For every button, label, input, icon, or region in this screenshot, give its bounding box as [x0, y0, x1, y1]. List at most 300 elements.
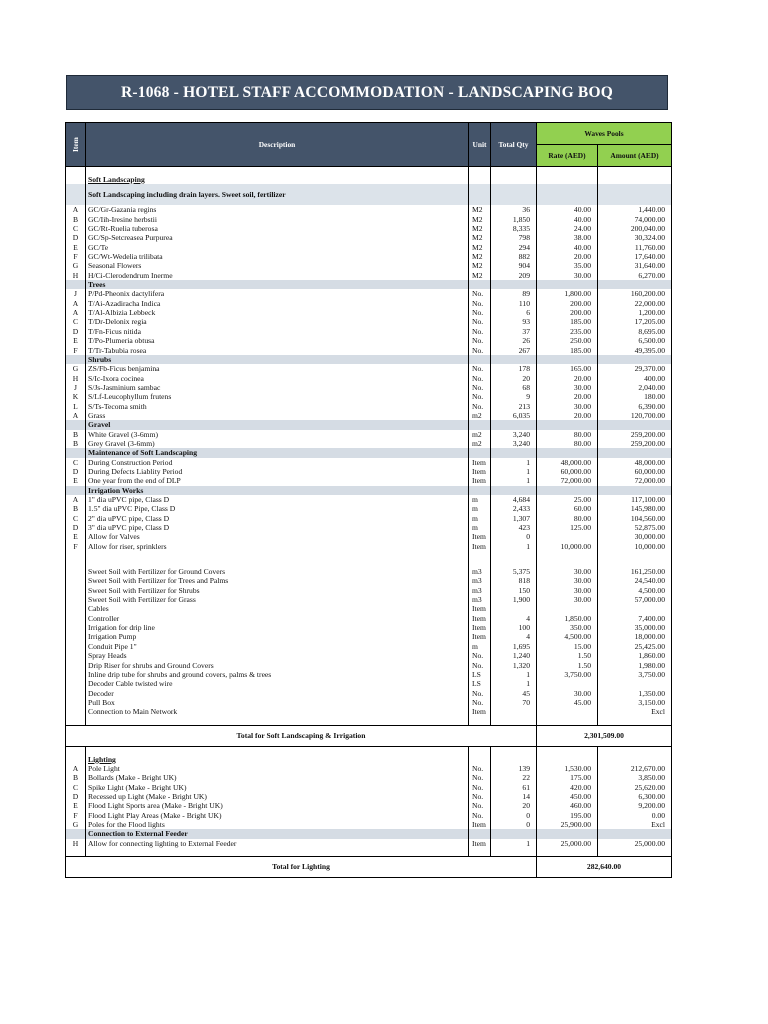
description-cell: Poles for the Flood lights: [86, 820, 469, 829]
rate-cell: [537, 679, 598, 688]
description-cell: 1" dia uPVC pipe, Class D: [86, 495, 469, 504]
rate-cell: [537, 829, 598, 838]
amount-cell: Excl: [598, 820, 672, 829]
total-row: [66, 857, 672, 878]
table-row: [66, 783, 672, 792]
qty-cell: 1,695: [491, 642, 537, 651]
amount-cell: [598, 746, 672, 755]
item-cell: [66, 486, 86, 495]
item-cell: C: [66, 458, 86, 467]
amount-cell: [598, 755, 672, 764]
unit-cell: No.: [469, 336, 491, 345]
header-total-qty: Total Qty: [491, 123, 537, 167]
table-row: [66, 392, 672, 401]
unit-cell: Item: [469, 458, 491, 467]
rate-cell: 125.00: [537, 523, 598, 532]
unit-cell: [469, 355, 491, 364]
amount-cell: [598, 486, 672, 495]
item-cell: D: [66, 327, 86, 336]
table-row: [66, 792, 672, 801]
item-cell: J: [66, 289, 86, 298]
table-row: [66, 271, 672, 280]
rate-cell: 250.00: [537, 336, 598, 345]
amount-cell: 160,200.00: [598, 289, 672, 298]
description-cell: Inline drip tube for shrubs and ground covers, palms & trees: [86, 670, 469, 679]
description-cell: Soft Landscaping including drain layers. Sweet soil, fertilizer: [86, 184, 469, 205]
qty-cell: [491, 175, 537, 184]
description-cell: T/Ai-Azadiracha Indica: [86, 299, 469, 308]
unit-cell: Item: [469, 542, 491, 551]
item-cell: [66, 717, 86, 726]
table-row: [66, 532, 672, 541]
total-label: Total for Lighting: [66, 857, 537, 878]
table-row: [66, 467, 672, 476]
qty-cell: [491, 355, 537, 364]
unit-cell: Item: [469, 604, 491, 613]
rate-cell: 420.00: [537, 783, 598, 792]
table-row: [66, 374, 672, 383]
table-row: [66, 661, 672, 670]
rate-cell: 1.50: [537, 661, 598, 670]
rate-cell: 200.00: [537, 299, 598, 308]
item-cell: E: [66, 801, 86, 810]
unit-cell: [469, 175, 491, 184]
item-cell: B: [66, 773, 86, 782]
rate-cell: 72,000.00: [537, 476, 598, 485]
unit-cell: m3: [469, 576, 491, 585]
qty-cell: 139: [491, 764, 537, 773]
description-cell: GC/Wt-Wedelia trilibata: [86, 252, 469, 261]
qty-cell: 818: [491, 576, 537, 585]
item-cell: [66, 746, 86, 755]
qty-cell: 3,240: [491, 439, 537, 448]
item-cell: [66, 623, 86, 632]
table-row: [66, 576, 672, 585]
unit-cell: No.: [469, 327, 491, 336]
rate-cell: 20.00: [537, 374, 598, 383]
unit-cell: m: [469, 504, 491, 513]
table-row: [66, 402, 672, 411]
unit-cell: M2: [469, 252, 491, 261]
item-cell: E: [66, 476, 86, 485]
qty-cell: [491, 448, 537, 457]
amount-cell: [598, 829, 672, 838]
unit-cell: Item: [469, 707, 491, 716]
amount-cell: [598, 175, 672, 184]
qty-cell: 1: [491, 542, 537, 551]
amount-cell: 3,850.00: [598, 773, 672, 782]
rate-cell: 20.00: [537, 411, 598, 420]
amount-cell: [598, 604, 672, 613]
unit-cell: [469, 746, 491, 755]
description-cell: Sweet Soil with Fertilizer for Grass: [86, 595, 469, 604]
description-cell: Irrigation Pump: [86, 632, 469, 641]
unit-cell: m2: [469, 439, 491, 448]
rate-cell: 30.00: [537, 383, 598, 392]
item-cell: C: [66, 224, 86, 233]
qty-cell: 178: [491, 364, 537, 373]
description-cell: Sweet Soil with Fertilizer for Ground Covers: [86, 567, 469, 576]
table-row: [66, 317, 672, 326]
unit-cell: M2: [469, 261, 491, 270]
amount-cell: 6,390.00: [598, 402, 672, 411]
description-cell: S/Lf-Leucophyllum frutens: [86, 392, 469, 401]
description-cell: Recessed up Light (Make - Bright UK): [86, 792, 469, 801]
rate-cell: [537, 604, 598, 613]
item-cell: [66, 614, 86, 623]
blank-row: [66, 551, 672, 559]
table-row: [66, 205, 672, 214]
unit-cell: No.: [469, 698, 491, 707]
description-cell: GC/Sp-Setcreasea Purpurea: [86, 233, 469, 242]
item-cell: H: [66, 271, 86, 280]
item-cell: [66, 755, 86, 764]
rate-cell: 200.00: [537, 308, 598, 317]
amount-cell: [598, 448, 672, 457]
table-row: [66, 811, 672, 820]
item-cell: F: [66, 346, 86, 355]
table-row: [66, 514, 672, 523]
table-body: [66, 167, 672, 878]
item-cell: A: [66, 308, 86, 317]
rate-cell: 185.00: [537, 346, 598, 355]
description-cell: T/Po-Plumeria obtusa: [86, 336, 469, 345]
rate-cell: [537, 355, 598, 364]
rate-cell: [537, 167, 598, 176]
description-cell: T/Al-Albizia Lebbeck: [86, 308, 469, 317]
amount-cell: [598, 717, 672, 726]
total-value: 2,301,509.00: [537, 725, 672, 746]
unit-cell: No.: [469, 773, 491, 782]
item-cell: [66, 642, 86, 651]
unit-cell: No.: [469, 392, 491, 401]
rate-cell: [537, 746, 598, 755]
blank-row: [66, 559, 672, 567]
qty-cell: 20: [491, 801, 537, 810]
blank-row: [66, 717, 672, 726]
amount-cell: 35,000.00: [598, 623, 672, 632]
amount-cell: [598, 184, 672, 205]
unit-cell: [469, 717, 491, 726]
rate-cell: [537, 717, 598, 726]
item-cell: [66, 175, 86, 184]
description-cell: Connection to External Feeder: [86, 829, 469, 838]
qty-cell: [491, 486, 537, 495]
item-cell: A: [66, 205, 86, 214]
item-cell: [66, 184, 86, 205]
unit-cell: No.: [469, 661, 491, 670]
unit-cell: No.: [469, 783, 491, 792]
amount-cell: 31,640.00: [598, 261, 672, 270]
description-cell: Drip Riser for shrubs and Ground Covers: [86, 661, 469, 670]
table-row: [66, 595, 672, 604]
qty-cell: 1,320: [491, 661, 537, 670]
total-label: Total for Soft Landscaping & Irrigation: [66, 725, 537, 746]
item-cell: [66, 551, 86, 559]
item-cell: H: [66, 374, 86, 383]
qty-cell: 20: [491, 374, 537, 383]
item-cell: G: [66, 364, 86, 373]
item-cell: [66, 651, 86, 660]
description-cell: [86, 717, 469, 726]
amount-cell: [598, 167, 672, 176]
qty-cell: 423: [491, 523, 537, 532]
rate-cell: [537, 448, 598, 457]
rate-cell: 48,000.00: [537, 458, 598, 467]
rate-cell: 80.00: [537, 439, 598, 448]
qty-cell: 1: [491, 670, 537, 679]
rate-cell: 450.00: [537, 792, 598, 801]
amount-cell: 6,500.00: [598, 336, 672, 345]
item-cell: D: [66, 523, 86, 532]
rate-cell: 80.00: [537, 430, 598, 439]
item-cell: [66, 420, 86, 429]
rate-cell: 60,000.00: [537, 467, 598, 476]
rate-cell: 1.50: [537, 651, 598, 660]
table-row: [66, 261, 672, 270]
item-cell: F: [66, 252, 86, 261]
item-cell: [66, 689, 86, 698]
rate-cell: [537, 848, 598, 857]
rate-cell: 30.00: [537, 689, 598, 698]
rate-cell: 30.00: [537, 271, 598, 280]
amount-cell: [598, 280, 672, 289]
amount-cell: 212,670.00: [598, 764, 672, 773]
amount-cell: [598, 679, 672, 688]
unit-cell: No.: [469, 689, 491, 698]
description-cell: Conduit Pipe 1": [86, 642, 469, 651]
description-cell: Lighting: [86, 755, 469, 764]
qty-cell: 100: [491, 623, 537, 632]
rate-cell: 1,530.00: [537, 764, 598, 773]
amount-cell: Excl: [598, 707, 672, 716]
qty-cell: 0: [491, 811, 537, 820]
unit-cell: [469, 755, 491, 764]
rate-cell: 1,850.00: [537, 614, 598, 623]
amount-cell: 29,370.00: [598, 364, 672, 373]
table-row: [66, 233, 672, 242]
description-cell: Spike Light (Make - Bright UK): [86, 783, 469, 792]
qty-cell: 1: [491, 679, 537, 688]
description-cell: GC/Te: [86, 243, 469, 252]
description-cell: GC/Gr-Gazania regins: [86, 205, 469, 214]
header-description: Description: [86, 123, 469, 167]
unit-cell: m3: [469, 586, 491, 595]
description-cell: White Gravel (3-6mm): [86, 430, 469, 439]
qty-cell: 3,240: [491, 430, 537, 439]
amount-cell: 25,000.00: [598, 839, 672, 848]
description-cell: Allow for Valves: [86, 532, 469, 541]
item-cell: F: [66, 542, 86, 551]
amount-cell: 30,000.00: [598, 532, 672, 541]
amount-cell: [598, 551, 672, 559]
description-cell: P/Pd-Pheonix dactylifera: [86, 289, 469, 298]
unit-cell: m3: [469, 595, 491, 604]
item-cell: [66, 698, 86, 707]
unit-cell: No.: [469, 801, 491, 810]
qty-cell: 89: [491, 289, 537, 298]
amount-cell: 22,000.00: [598, 299, 672, 308]
amount-cell: 1,200.00: [598, 308, 672, 317]
table-row: [66, 336, 672, 345]
qty-cell: [491, 559, 537, 567]
amount-cell: 17,640.00: [598, 252, 672, 261]
table-row: [66, 604, 672, 613]
item-cell: E: [66, 336, 86, 345]
amount-cell: 11,760.00: [598, 243, 672, 252]
rate-cell: 350.00: [537, 623, 598, 632]
group-heading-row: [66, 755, 672, 764]
section-row: [66, 829, 672, 838]
qty-cell: [491, 604, 537, 613]
unit-cell: [469, 551, 491, 559]
unit-cell: [469, 848, 491, 857]
qty-cell: [491, 717, 537, 726]
amount-cell: 259,200.00: [598, 430, 672, 439]
table-row: [66, 504, 672, 513]
unit-cell: m2: [469, 430, 491, 439]
table-header: [66, 123, 672, 167]
header-amount: Amount (AED): [598, 145, 672, 167]
qty-cell: 4: [491, 614, 537, 623]
item-cell: [66, 586, 86, 595]
qty-cell: 14: [491, 792, 537, 801]
description-cell: T/Dr-Delonix regia: [86, 317, 469, 326]
section-row: [66, 486, 672, 495]
item-cell: C: [66, 514, 86, 523]
qty-cell: [491, 280, 537, 289]
qty-cell: 1,850: [491, 215, 537, 224]
unit-cell: M2: [469, 243, 491, 252]
amount-cell: 7,400.00: [598, 614, 672, 623]
description-cell: 1.5" dia uPVC Pipe, Class D: [86, 504, 469, 513]
rate-cell: 45.00: [537, 698, 598, 707]
rate-cell: 30.00: [537, 567, 598, 576]
rate-cell: 25.00: [537, 495, 598, 504]
qty-cell: 2,433: [491, 504, 537, 513]
header-rate: Rate (AED): [537, 145, 598, 167]
rate-cell: 40.00: [537, 243, 598, 252]
qty-cell: 5,375: [491, 567, 537, 576]
table-row: [66, 542, 672, 551]
description-cell: Shrubs: [86, 355, 469, 364]
description-cell: Bollards (Make - Bright UK): [86, 773, 469, 782]
table-row: [66, 215, 672, 224]
item-cell: [66, 661, 86, 670]
rate-cell: [537, 559, 598, 567]
unit-cell: No.: [469, 383, 491, 392]
blank-row: [66, 746, 672, 755]
amount-cell: [598, 355, 672, 364]
unit-cell: Item: [469, 623, 491, 632]
item-cell: E: [66, 243, 86, 252]
qty-cell: 904: [491, 261, 537, 270]
amount-cell: 259,200.00: [598, 439, 672, 448]
amount-cell: 120,700.00: [598, 411, 672, 420]
description-cell: T/Fn-Ficus nitida: [86, 327, 469, 336]
description-cell: Soft Landscaping: [86, 175, 469, 184]
item-cell: E: [66, 532, 86, 541]
item-cell: [66, 355, 86, 364]
section-row: [66, 448, 672, 457]
description-cell: Spray Heads: [86, 651, 469, 660]
description-cell: Grey Gravel (3-6mm): [86, 439, 469, 448]
rate-cell: [537, 755, 598, 764]
item-cell: B: [66, 439, 86, 448]
table-row: [66, 567, 672, 576]
qty-cell: 267: [491, 346, 537, 355]
rate-cell: 30.00: [537, 576, 598, 585]
qty-cell: 9: [491, 392, 537, 401]
unit-cell: Item: [469, 632, 491, 641]
qty-cell: [491, 848, 537, 857]
description-cell: [86, 167, 469, 176]
table-row: [66, 308, 672, 317]
unit-cell: No.: [469, 792, 491, 801]
amount-cell: 72,000.00: [598, 476, 672, 485]
group-heading-row: [66, 175, 672, 184]
rate-cell: 20.00: [537, 252, 598, 261]
table-row: [66, 364, 672, 373]
qty-cell: 1: [491, 839, 537, 848]
description-cell: Flood Light Sports area (Make - Bright UK): [86, 801, 469, 810]
amount-cell: 2,040.00: [598, 383, 672, 392]
rate-cell: 35.00: [537, 261, 598, 270]
unit-cell: No.: [469, 299, 491, 308]
rate-cell: 20.00: [537, 392, 598, 401]
item-cell: D: [66, 467, 86, 476]
qty-cell: [491, 707, 537, 716]
unit-cell: m2: [469, 411, 491, 420]
table-row: [66, 224, 672, 233]
description-cell: GC/Rt-Ruelia tuberosa: [86, 224, 469, 233]
amount-cell: 57,000.00: [598, 595, 672, 604]
rate-cell: 80.00: [537, 514, 598, 523]
rate-cell: 40.00: [537, 215, 598, 224]
unit-cell: M2: [469, 233, 491, 242]
description-cell: S/Ts-Tecoma smith: [86, 402, 469, 411]
rate-cell: 30.00: [537, 586, 598, 595]
description-cell: Irrigation for drip line: [86, 623, 469, 632]
page-title: R-1068 - HOTEL STAFF ACCOMMODATION - LANDSCAPING BOQ: [66, 75, 668, 110]
item-cell: G: [66, 261, 86, 270]
table-row: [66, 820, 672, 829]
qty-cell: 1: [491, 458, 537, 467]
unit-cell: M2: [469, 271, 491, 280]
description-cell: Decoder: [86, 689, 469, 698]
rate-cell: [537, 420, 598, 429]
rate-cell: 175.00: [537, 773, 598, 782]
total-row: [66, 725, 672, 746]
rate-cell: [537, 532, 598, 541]
unit-cell: m3: [469, 567, 491, 576]
rate-cell: [537, 486, 598, 495]
qty-cell: 45: [491, 689, 537, 698]
table-row: [66, 586, 672, 595]
rate-cell: 3,750.00: [537, 670, 598, 679]
item-cell: [66, 707, 86, 716]
qty-cell: 1,240: [491, 651, 537, 660]
table-row: [66, 495, 672, 504]
table-row: [66, 458, 672, 467]
item-cell: D: [66, 792, 86, 801]
unit-cell: No.: [469, 317, 491, 326]
unit-cell: [469, 420, 491, 429]
unit-cell: No.: [469, 811, 491, 820]
amount-cell: 3,750.00: [598, 670, 672, 679]
amount-cell: 18,000.00: [598, 632, 672, 641]
blank-row: [66, 848, 672, 857]
